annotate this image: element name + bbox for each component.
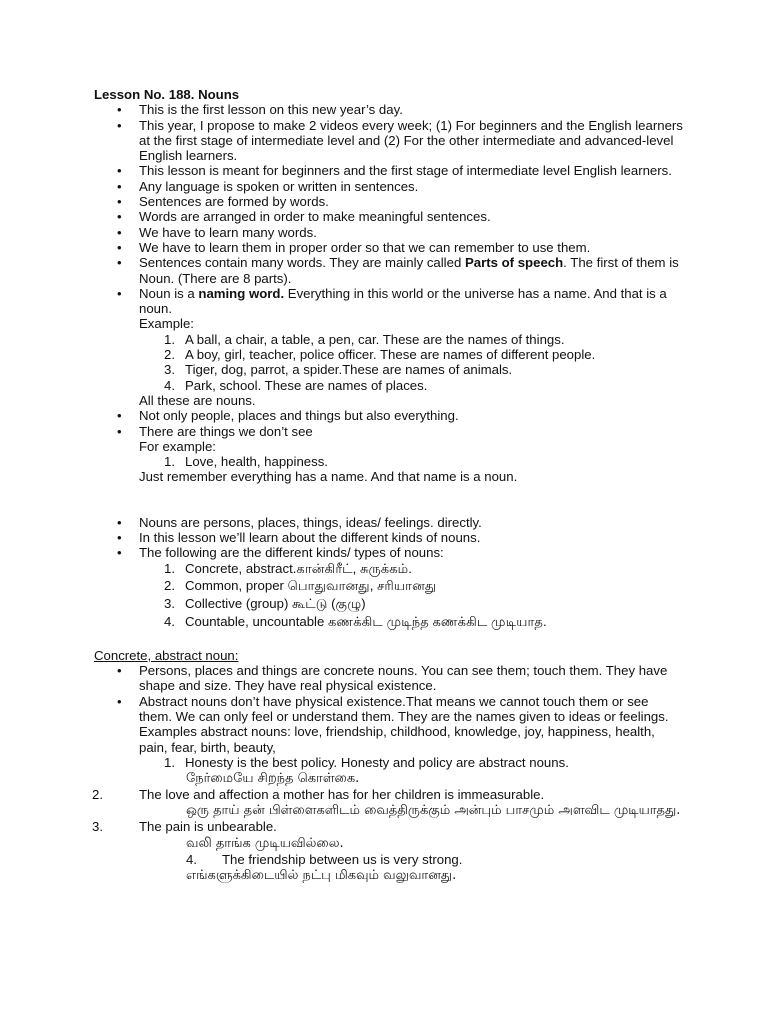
text-run: Noun is a — [139, 285, 199, 301]
list-item — [139, 454, 684, 469]
bullet-item-kinds — [94, 545, 684, 629]
bullet-item: • Any language is spoken or written in sentences. — [94, 179, 684, 194]
list-text: The pain is unbearable. — [139, 819, 277, 835]
list-text: A boy, girl, teacher, police officer. These are names of different people. — [185, 347, 596, 363]
bullet-item: • We have to learn them in proper order so that we can remember to use them. — [94, 240, 684, 255]
numbered-item — [94, 852, 684, 867]
list-text: Tiger, dog, parrot, a spider.These are names of animals. — [185, 362, 513, 378]
bullet-item: • Not only people, places and things but also everything. — [94, 408, 684, 423]
list-item — [139, 596, 684, 611]
kinds-bullet-list — [94, 515, 684, 630]
spacer — [94, 632, 684, 648]
tamil-translation: வலி தாங்க முடியவில்லை. — [186, 835, 344, 851]
list-number: 3. — [164, 596, 175, 612]
bullet-item-naming-word — [94, 286, 684, 408]
kinds-list — [139, 561, 684, 630]
list-number: 1. — [164, 331, 175, 347]
bullet-item: • Nouns are persons, places, things, ideas/ feelings. directly. — [94, 515, 684, 530]
bullet-item: • Persons, places and things are concrete nouns. You can see them; touch them. They have shape and size. They have real physical existence. — [94, 663, 684, 694]
text-run: . The first of them is Noun. (There are 8 parts). — [139, 255, 679, 286]
list-number: 4. — [164, 377, 175, 393]
bullet-item: • Sentences are formed by words. — [94, 194, 684, 209]
bullet-item: • This year, I propose to make 2 videos every week; (1) For beginners and the English learners at the first stage of intermediate level and (2) For the other intermediate and advanced-level English learners. — [94, 118, 684, 164]
list-item — [139, 561, 684, 576]
list-text: Countable, uncountable கணக்கிட முடிந்த கணக்கிட முடியாத. — [185, 614, 547, 629]
text-run: Everything in this world or the universe has a name. And that is a noun. — [139, 285, 667, 317]
bullet-item-dont-see — [94, 424, 684, 485]
list-item — [139, 378, 684, 393]
bullet-item: • Words are arranged in order to make meaningful sentences. — [94, 209, 684, 224]
bullet-item-abstract — [94, 694, 684, 770]
list-item — [139, 578, 684, 593]
bullet-item: • In this lesson we’ll learn about the different kinds of nouns. — [94, 530, 684, 545]
list-item — [139, 362, 684, 377]
document-content — [94, 87, 684, 884]
spacer — [94, 485, 684, 515]
tamil-translation: எங்களுக்கிடையில் நட்பு மிகவும் வலுவானது. — [186, 868, 457, 884]
list-number: 4. — [164, 614, 175, 629]
bullet-item-parts-of-speech — [94, 255, 684, 286]
list-item — [139, 755, 684, 770]
list-number: 4. — [186, 851, 197, 867]
list-number: 2. — [92, 787, 103, 803]
example-list — [139, 454, 684, 469]
list-text: The friendship between us is very strong. — [222, 851, 463, 867]
list-item — [139, 614, 684, 629]
list-text: Honesty is the best policy. Honesty and policy are abstract nouns. — [185, 754, 569, 770]
for-example-label: For example: — [139, 438, 216, 454]
numbered-item — [94, 819, 684, 834]
bullet-item: • This is the first lesson on this new year’s day. — [94, 102, 684, 117]
bullet-item: • This lesson is meant for beginners and the first stage of intermediate level English learners. — [94, 163, 684, 178]
list-text: A ball, a chair, a table, a pen, car. These are the names of things. — [185, 331, 565, 347]
text-run: Sentences contain many words. They are mainly called — [139, 255, 465, 271]
abstract-example-list — [139, 755, 684, 770]
list-number: 1. — [164, 454, 175, 470]
section-heading: Concrete, abstract noun: — [94, 647, 239, 663]
tamil-translation: நேர்மையே சிறந்த கொள்கை. — [186, 771, 360, 787]
list-number: 1. — [164, 754, 175, 770]
bullet-item: • We have to learn many words. — [94, 225, 684, 240]
list-text: Common, proper பொதுவானது, சரியானது — [185, 578, 437, 594]
tamil-translation: ஒரு தாய் தன் பிள்ளைகளிடம் வைத்திருக்கும் அன்பும் பாசமும் அளவிட முடியாதது. — [186, 803, 681, 819]
intro-bullet-list — [94, 102, 684, 484]
list-number: 2. — [164, 347, 175, 363]
list-number: 3. — [92, 819, 103, 835]
example-list — [139, 332, 684, 393]
text-run: There are things we don’t see — [139, 423, 313, 439]
bold-term: Parts of speech — [464, 255, 564, 271]
lesson-title: Lesson No. 188. Nouns — [94, 87, 240, 102]
list-text: The love and affection a mother has for her children is immeasurable. — [139, 787, 545, 803]
list-text: Love, health, happiness. — [185, 454, 328, 470]
list-number: 3. — [164, 362, 175, 378]
list-item — [139, 347, 684, 362]
example-label: Example: — [139, 316, 194, 332]
bold-term: naming word. — [198, 285, 285, 301]
list-text: Collective (group) கூட்டு (குழு) — [185, 596, 366, 612]
all-nouns-text: All these are nouns. — [139, 392, 256, 408]
list-number: 1. — [164, 560, 175, 576]
remember-text: Just remember everything has a name. And that name is a noun. — [139, 469, 518, 485]
concrete-abstract-bullet-list — [94, 663, 684, 770]
list-number: 2. — [164, 578, 175, 594]
numbered-item — [94, 787, 684, 802]
list-item — [139, 332, 684, 347]
list-text: Park, school. These are names of places. — [185, 377, 428, 393]
text-run: The following are the different kinds/ types of nouns: — [139, 545, 444, 561]
list-text: Concrete, abstract.கான்கிரீட், சுருக்கம். — [185, 560, 412, 576]
text-run: Abstract nouns don’t have physical existence.That means we cannot touch them or see them. We can only feel or understand them. They are the names given to ideas or feelings. Examples abstract nouns: love, friendship, childhood, knowledge, joy, happiness, health, pain, fear, birth, beauty, — [139, 693, 669, 755]
